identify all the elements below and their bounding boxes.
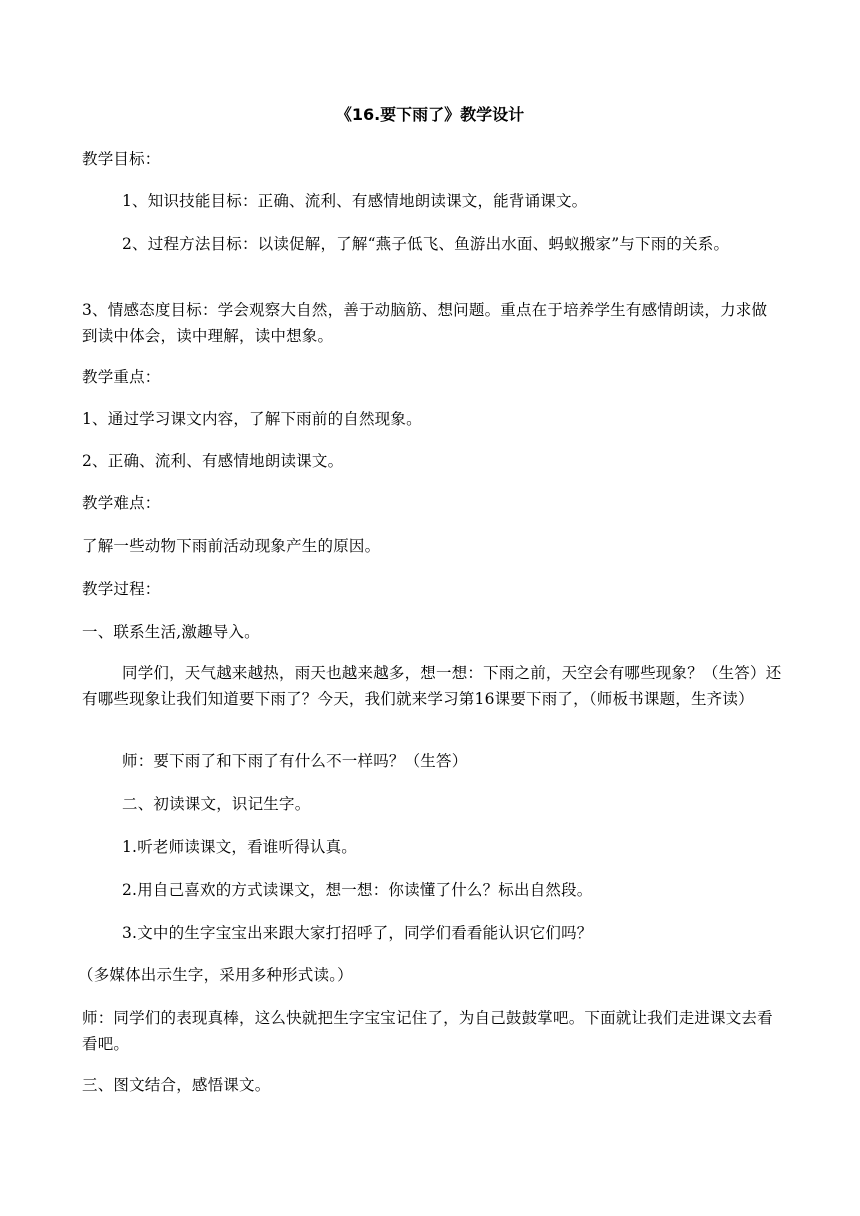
paragraph-objective-2: 2、过程方法目标：以读促解，了解“燕子低飞、鱼游出水面、蚂蚁搬家”与下雨的关系。 bbox=[122, 235, 730, 253]
paragraph-objective-3: 3、情感态度目标：学会观察大自然，善于动脑筋、想问题。重点在于培养学生有感情朗读，力求做到读中体会，读中理解，读中想象。 bbox=[82, 301, 768, 345]
paragraph-process-heading: 教学过程： bbox=[82, 580, 161, 598]
document-title: 《16.要下雨了》教学设计 bbox=[335, 105, 525, 124]
paragraph-multimedia-note: （多媒体出示生字，采用多种形式读。） bbox=[78, 966, 353, 984]
paragraph-section-3: 三、图文结合，感悟课文。 bbox=[82, 1076, 271, 1094]
paragraph-step-2: 2.用自己喜欢的方式读课文，想一想：你读懂了什么？标出自然段。 bbox=[122, 881, 593, 899]
paragraph-intro-text: 同学们，天气越来越热，雨天也越来越多，想一想：下雨之前，天空会有哪些现象？（生答）还有哪些现象让我们知道要下雨了？今天，我们就来学习第16课要下雨了，（师板书课题，生齐读） bbox=[82, 664, 782, 708]
paragraph-difficulty-1: 了解一些动物下雨前活动现象产生的原因。 bbox=[82, 537, 381, 555]
paragraph-teacher-question: 师：要下雨了和下雨了有什么不一样吗？（生答） bbox=[122, 752, 468, 770]
paragraph-section-1: 一、联系生活,激趣导入。 bbox=[82, 623, 260, 641]
paragraph-key-point-1: 1、通过学习课文内容，了解下雨前的自然现象。 bbox=[82, 410, 422, 428]
paragraph-difficulties-heading: 教学难点： bbox=[82, 494, 161, 512]
paragraph-key-point-2: 2、正确、流利、有感情地朗读课文。 bbox=[82, 452, 344, 470]
paragraph-step-3: 3.文中的生字宝宝出来跟大家打招呼了，同学们看看能认识它们吗？ bbox=[122, 924, 593, 942]
paragraph-objective-1: 1、知识技能目标：正确、流利、有感情地朗读课文，能背诵课文。 bbox=[122, 192, 588, 210]
paragraph-teaching-objectives-heading: 教学目标： bbox=[82, 150, 161, 168]
paragraph-step-1: 1.听老师读课文，看谁听得认真。 bbox=[122, 838, 357, 856]
paragraph-teacher-praise: 师：同学们的表现真棒，这么快就把生字宝宝记住了，为自己鼓鼓掌吧。下面就让我们走进课文去看看吧。 bbox=[82, 1009, 773, 1053]
paragraph-key-points-heading: 教学重点： bbox=[82, 368, 161, 386]
paragraph-section-2: 二、初读课文，识记生字。 bbox=[122, 795, 311, 813]
